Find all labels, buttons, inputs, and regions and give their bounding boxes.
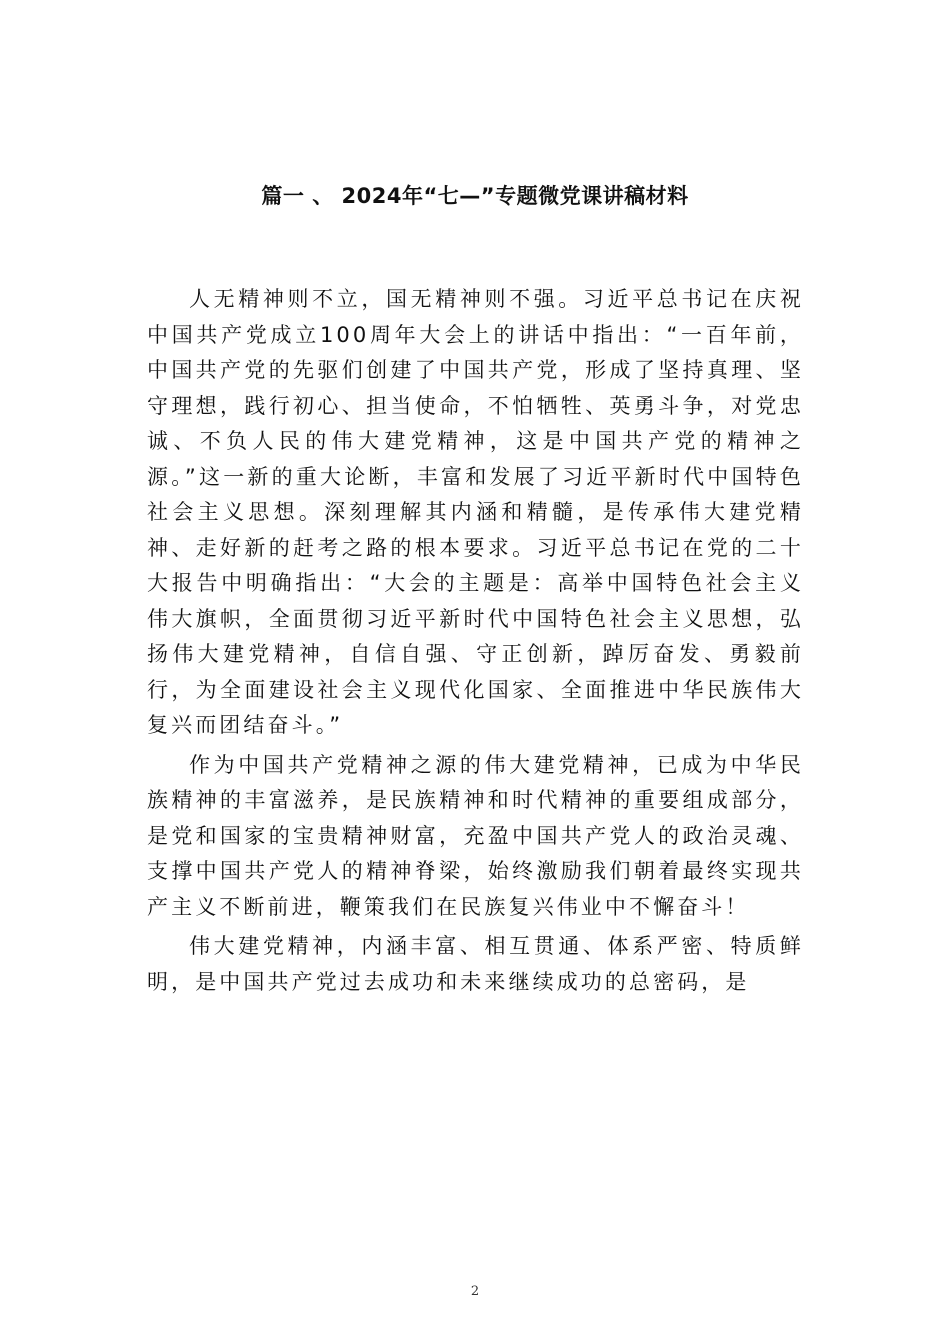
document-body	[147, 282, 804, 1004]
paragraph: 人无精神则不立，国无精神则不强。习近平总书记在庆祝中国共产党成立100周年大会上的讲话中指出：“一百年前，中国共产党的先驱们创建了中国共产党，形成了坚持真理、坚守理想，践行初心、担当使命，不怕牺牲、英勇斗争，对党忠诚、不负人民的伟大建党精神，这是中国共产党的精神之源。”这一新的重大论断，丰富和发展了习近平新时代中国特色社会主义思想。深刻理解其内涵和精髓，是传承伟大建党精神、走好新的赶考之路的根本要求。习近平总书记在党的二十大报告中明确指出：“大会的主题是：高举中国特色社会主义伟大旗帜，全面贯彻习近平新时代中国特色社会主义思想，弘扬伟大建党精神，自信自强、守正创新，踔厉奋发、勇毅前行，为全面建设社会主义现代化国家、全面推进中华民族伟大复兴而团结奋斗。”	[147, 287, 804, 737]
paragraph: 作为中国共产党精神之源的伟大建党精神，已成为中华民族精神的丰富滋养，是民族精神和时代精神的重要组成部分，是党和国家的宝贵精神财富，充盈中国共产党人的政治灵魂、支撑中国共产党人的精神脊梁，始终激励我们朝着最终实现共产主义不断前进，鞭策我们在民族复兴伟业中不懈奋斗！	[147, 752, 804, 919]
document-title: 篇一 、 2024年“七—”专题微党课讲稿材料	[261, 184, 689, 208]
page-number: 2	[470, 1284, 480, 1299]
paragraph: 伟大建党精神，内涵丰富、相互贯通、体系严密、特质鲜明，是中国共产党过去成功和未来继续成功的总密码，是	[147, 934, 804, 994]
